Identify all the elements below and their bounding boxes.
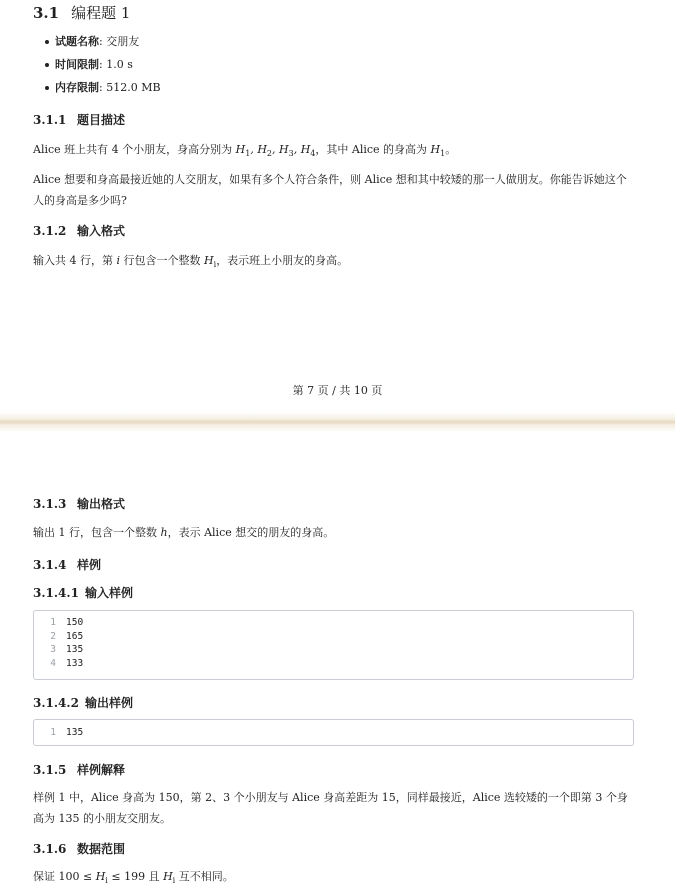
page-footer: 第 7 页 / 共 10 页 [292, 384, 383, 397]
math-h1: $H_1$ [430, 143, 446, 159]
output-format-heading: 3.1.3 输出格式 [33, 497, 126, 511]
desc-heading: 3.1.1 题目描述 [33, 113, 126, 127]
meta-item-time: 时间限制: 1.0 s [33, 53, 161, 76]
output-format-text: 输出 1 行，包含一个整数 h，表示 Alice 想交的朋友的身高。 [33, 526, 335, 539]
range-text: 保证 $100 \le H_i \le 199$ 且 $H_i$ 互不相同。 [33, 870, 234, 886]
math-heights: $H_1$, $H_2$, $H_3$, $H_4$ [235, 143, 316, 159]
sample-output-heading: 3.1.4.2 输出样例 [33, 696, 134, 710]
problem-meta-list [33, 30, 161, 99]
explain-heading: 3.1.5 样例解释 [33, 763, 126, 777]
meta-item-name: 试题名称: 交朋友 [33, 30, 161, 53]
desc-paragraph-2: Alice 想要和身高最接近她的人交朋友，如果有多个人符合条件，则 Alice 想和其中较矮的那一人做朋友。你能告诉她这个人的身高是多少吗? [33, 173, 627, 207]
sample-input-heading: 3.1.4.1 输入样例 [33, 586, 134, 600]
range-heading: 3.1.6 数据范围 [33, 842, 126, 856]
desc-paragraph-1: Alice 班上共有 4 个小朋友，身高分别为 $H_1$, $H_2$, $H_3$, $H_4$，其中 Alice 的身高为 $H_1$。 [33, 143, 457, 159]
section-heading [33, 2, 130, 23]
code-line: 1 135 [50, 727, 84, 738]
section-number: 3.1 [33, 4, 60, 22]
meta-item-memory: 内存限制: 512.0 MB [33, 76, 161, 99]
code-line: 1 150 [50, 617, 84, 628]
section-title: 编程题 1 [71, 4, 131, 22]
math-hi: $H_i$ [204, 254, 217, 270]
input-format-heading: 3.1.2 输入格式 [33, 224, 126, 238]
explain-text: 样例 1 中，Alice 身高为 150，第 2、3 个小朋友与 Alice 身高差距为 15，同样最接近，Alice 选较矮的一个即第 3 个身高为 135 的小朋友交朋友。 [33, 791, 628, 825]
code-line: 3 135 [50, 644, 84, 655]
code-line: 2 165 [50, 630, 84, 642]
input-format-text: 输入共 4 行，第 i 行包含一个整数 $H_i$，表示班上小朋友的身高。 [33, 254, 349, 270]
sample-heading: 3.1.4 样例 [33, 558, 102, 572]
sample-input-code[interactable] [33, 610, 634, 680]
page-separator [0, 412, 675, 432]
code-line: 4 133 [50, 657, 84, 669]
sample-output-code[interactable] [33, 719, 634, 746]
